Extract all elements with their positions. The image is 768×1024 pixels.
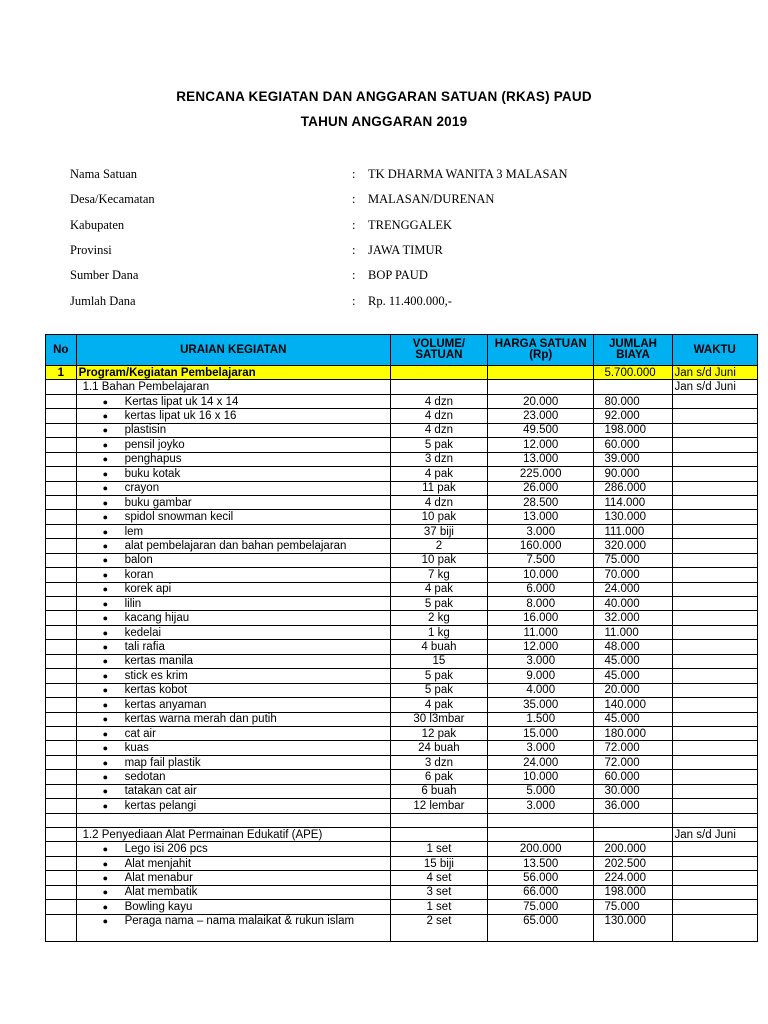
item-volume: 4 pak: [390, 582, 487, 596]
item-jumlah: 60.000: [594, 438, 672, 452]
item-jumlah: 60.000: [594, 770, 672, 784]
item-harga: 3.000: [487, 654, 594, 668]
table-row: [46, 770, 758, 784]
item-jumlah: 48.000: [594, 640, 672, 654]
bullet-icon: ●: [102, 454, 109, 465]
item-harga: 200.000: [487, 842, 594, 856]
item-harga: 13.000: [487, 452, 594, 466]
program-row: [46, 366, 758, 380]
item-jumlah: 72.000: [594, 741, 672, 755]
item-volume: 3 dzn: [390, 452, 487, 466]
item-harga: 160.000: [487, 539, 594, 553]
bullet-icon: ●: [102, 670, 109, 681]
bullet-icon: ●: [102, 627, 109, 638]
item-name: kertas anyaman: [124, 698, 207, 711]
item-jumlah: 45.000: [594, 669, 672, 683]
info-row: [70, 288, 710, 313]
item-harga: 3.000: [487, 741, 594, 755]
table-row: [46, 885, 758, 899]
item-name: buku gambar: [124, 496, 192, 509]
info-label: Sumber Dana: [70, 268, 139, 283]
info-value: TRENGGALEK: [368, 217, 453, 232]
item-name: penghapus: [124, 453, 182, 466]
info-value: Rp. 11.400.000,-: [368, 293, 452, 308]
item-volume: 6 buah: [390, 784, 487, 798]
item-harga: 26.000: [487, 481, 594, 495]
table-row: [46, 669, 758, 683]
table-row: [46, 452, 758, 466]
item-volume: 6 pak: [390, 770, 487, 784]
item-harga: 20.000: [487, 394, 594, 408]
item-harga: 15.000: [487, 726, 594, 740]
item-volume: 12 lembar: [390, 799, 487, 813]
bullet-icon: ●: [102, 887, 109, 898]
table-row: [46, 914, 758, 941]
item-name: Peraga nama – nama malaikat & rukun islam: [124, 914, 355, 927]
table-row: [46, 611, 758, 625]
bullet-icon: ●: [102, 757, 109, 768]
item-name: balon: [124, 554, 153, 567]
bullet-icon: ●: [102, 411, 109, 422]
bullet-icon: ●: [102, 468, 109, 479]
bullet-icon: ●: [102, 685, 109, 696]
item-jumlah: 198.000: [594, 423, 672, 437]
section-waktu: Jan s/d Juni: [672, 828, 757, 842]
item-harga: 49.500: [487, 423, 594, 437]
item-jumlah: 286.000: [594, 481, 672, 495]
bullet-icon: ●: [102, 642, 109, 653]
item-volume: 4 dzn: [390, 495, 487, 509]
bullet-icon: ●: [102, 858, 109, 869]
item-name: cat air: [124, 727, 156, 740]
item-volume: 1 kg: [390, 625, 487, 639]
table-row: [46, 597, 758, 611]
bullet-icon: ●: [102, 844, 109, 855]
item-harga: 9.000: [487, 669, 594, 683]
item-jumlah: 320.000: [594, 539, 672, 553]
table-row: [46, 394, 758, 408]
info-row: [70, 213, 710, 238]
identity-info: [70, 162, 710, 314]
item-volume: 10 pak: [390, 510, 487, 524]
item-volume: 5 pak: [390, 669, 487, 683]
header-jumlah: JUMLAH BIAYA: [594, 335, 672, 366]
item-harga: 5.000: [487, 784, 594, 798]
section-waktu: Jan s/d Juni: [672, 380, 757, 394]
bullet-icon: ●: [102, 598, 109, 609]
bullet-icon: ●: [102, 714, 109, 725]
item-volume: 15 biji: [390, 856, 487, 870]
item-volume: 15: [390, 654, 487, 668]
table-row: [46, 683, 758, 697]
item-harga: 16.000: [487, 611, 594, 625]
bullet-icon: ●: [102, 786, 109, 797]
bullet-icon: ●: [102, 526, 109, 537]
item-jumlah: 202.500: [594, 856, 672, 870]
table-row: [46, 640, 758, 654]
item-name: sedotan: [124, 770, 166, 783]
document-title: RENCANA KEGIATAN DAN ANGGARAN SATUAN (RKAS) PAUD: [176, 89, 592, 104]
bullet-icon: ●: [102, 396, 109, 407]
table-row: [46, 510, 758, 524]
item-harga: 10.000: [487, 568, 594, 582]
item-volume: 1 set: [390, 842, 487, 856]
item-name: kertas lipat uk 16 x 16: [124, 410, 237, 423]
info-row: [70, 162, 710, 187]
item-jumlah: 45.000: [594, 654, 672, 668]
table-row: [46, 741, 758, 755]
item-jumlah: 130.000: [594, 914, 672, 941]
item-harga: 4.000: [487, 683, 594, 697]
info-value: TK DHARMA WANITA 3 MALASAN: [368, 167, 568, 182]
item-name: lem: [124, 525, 144, 538]
program-jumlah: 5.700.000: [594, 366, 672, 380]
bullet-icon: ●: [102, 771, 109, 782]
item-jumlah: 70.000: [594, 568, 672, 582]
item-harga: 8.000: [487, 597, 594, 611]
table-row: [46, 842, 758, 856]
program-waktu: Jan s/d Juni: [672, 366, 757, 380]
item-harga: 28.500: [487, 495, 594, 509]
table-row: [46, 553, 758, 567]
table-row: [46, 856, 758, 870]
bullet-icon: ●: [102, 743, 109, 754]
item-name: kacang hijau: [124, 612, 190, 625]
item-volume: 12 pak: [390, 726, 487, 740]
item-harga: 23.000: [487, 409, 594, 423]
table-row: [46, 568, 758, 582]
info-separator: :: [352, 192, 356, 207]
item-name: Bowling kayu: [124, 900, 193, 913]
item-jumlah: 180.000: [594, 726, 672, 740]
item-jumlah: 224.000: [594, 871, 672, 885]
bullet-icon: ●: [102, 439, 109, 450]
item-name: koran: [124, 568, 154, 581]
info-label: Kabupaten: [70, 217, 125, 232]
item-harga: 1.500: [487, 712, 594, 726]
item-volume: 3 dzn: [390, 755, 487, 769]
item-volume: 4 buah: [390, 640, 487, 654]
item-volume: 4 set: [390, 871, 487, 885]
item-harga: 12.000: [487, 438, 594, 452]
table-row: [46, 438, 758, 452]
table-row: [46, 871, 758, 885]
item-jumlah: 45.000: [594, 712, 672, 726]
bullet-icon: ●: [102, 800, 109, 811]
table-row: [46, 409, 758, 423]
item-jumlah: 30.000: [594, 784, 672, 798]
bullet-icon: ●: [102, 613, 109, 624]
item-name: map fail plastik: [124, 756, 201, 769]
item-harga: 3.000: [487, 524, 594, 538]
bullet-icon: ●: [102, 915, 109, 926]
table-row: [46, 582, 758, 596]
info-separator: :: [352, 268, 356, 283]
table-row: [46, 495, 758, 509]
bullet-icon: ●: [102, 512, 109, 523]
item-volume: 4 pak: [390, 467, 487, 481]
item-volume: 5 pak: [390, 438, 487, 452]
header-uraian: URAIAN KEGIATAN: [76, 335, 390, 366]
bullet-icon: ●: [102, 497, 109, 508]
item-harga: 66.000: [487, 885, 594, 899]
item-name: spidol snowman kecil: [124, 511, 234, 524]
item-name: kertas manila: [124, 655, 193, 668]
item-harga: 6.000: [487, 582, 594, 596]
item-jumlah: 130.000: [594, 510, 672, 524]
info-label: Provinsi: [70, 243, 112, 258]
info-value: BOP PAUD: [368, 268, 428, 283]
item-name: tali rafia: [124, 641, 165, 654]
info-separator: :: [352, 243, 356, 258]
table-row: [46, 726, 758, 740]
item-name: kedelai: [124, 626, 162, 639]
item-jumlah: 32.000: [594, 611, 672, 625]
bullet-icon: ●: [102, 483, 109, 494]
table-row: [46, 423, 758, 437]
item-name: crayon: [124, 482, 160, 495]
table-row: [46, 467, 758, 481]
item-name: plastisin: [124, 424, 167, 437]
item-name: kertas warna merah dan putih: [124, 713, 277, 726]
bullet-icon: ●: [102, 555, 109, 566]
item-volume: 5 pak: [390, 597, 487, 611]
item-harga: 75.000: [487, 900, 594, 914]
budget-table: [45, 334, 758, 942]
table-row: [46, 755, 758, 769]
item-jumlah: 39.000: [594, 452, 672, 466]
item-volume: 4 dzn: [390, 409, 487, 423]
item-jumlah: 40.000: [594, 597, 672, 611]
item-name: buku kotak: [124, 467, 181, 480]
item-jumlah: 72.000: [594, 755, 672, 769]
info-label: Jumlah Dana: [70, 293, 136, 308]
item-volume: 3 set: [390, 885, 487, 899]
item-jumlah: 75.000: [594, 900, 672, 914]
item-jumlah: 20.000: [594, 683, 672, 697]
table-header-row: [46, 335, 758, 366]
item-volume: 1 set: [390, 900, 487, 914]
item-name: tatakan cat air: [124, 785, 197, 798]
item-harga: 13.500: [487, 856, 594, 870]
item-volume: 11 pak: [390, 481, 487, 495]
table-row: [46, 900, 758, 914]
bullet-icon: ●: [102, 569, 109, 580]
info-label: Nama Satuan: [70, 167, 137, 182]
table-row: [46, 698, 758, 712]
item-volume: 24 buah: [390, 741, 487, 755]
item-name: Alat menjahit: [124, 857, 192, 870]
item-jumlah: 92.000: [594, 409, 672, 423]
table-row: [46, 524, 758, 538]
info-row: [70, 187, 710, 212]
item-volume: 2: [390, 539, 487, 553]
info-value: MALASAN/DURENAN: [368, 192, 495, 207]
item-volume: 37 biji: [390, 524, 487, 538]
header-harga: HARGA SATUAN (Rp): [487, 335, 594, 366]
item-volume: 30 l3mbar: [390, 712, 487, 726]
item-harga: 56.000: [487, 871, 594, 885]
item-name: alat pembelajaran dan bahan pembelajaran: [124, 539, 347, 552]
item-harga: 65.000: [487, 914, 594, 941]
bullet-icon: ●: [102, 425, 109, 436]
item-jumlah: 36.000: [594, 799, 672, 813]
item-jumlah: 140.000: [594, 698, 672, 712]
bullet-icon: ●: [102, 901, 109, 912]
item-name: Alat menabur: [124, 872, 193, 885]
header-volume: VOLUME/ SATUAN: [390, 335, 487, 366]
item-harga: 35.000: [487, 698, 594, 712]
item-volume: 10 pak: [390, 553, 487, 567]
item-volume: 5 pak: [390, 683, 487, 697]
item-name: Kertas lipat uk 14 x 14: [124, 395, 239, 408]
bullet-icon: ●: [102, 728, 109, 739]
item-volume: 4 pak: [390, 698, 487, 712]
bullet-icon: ●: [102, 656, 109, 667]
info-separator: :: [352, 167, 356, 182]
table-row: [46, 799, 758, 813]
item-name: kuas: [124, 742, 149, 755]
item-name: korek api: [124, 583, 172, 596]
item-jumlah: 75.000: [594, 553, 672, 567]
info-row: [70, 263, 710, 288]
item-harga: 3.000: [487, 799, 594, 813]
item-name: kertas pelangi: [124, 799, 197, 812]
item-jumlah: 114.000: [594, 495, 672, 509]
item-name: kertas kobot: [124, 684, 188, 697]
item-harga: 7.500: [487, 553, 594, 567]
item-name: stick es krim: [124, 669, 188, 682]
item-jumlah: 200.000: [594, 842, 672, 856]
section-row: [46, 828, 758, 842]
item-volume: 4 dzn: [390, 423, 487, 437]
table-row: [46, 712, 758, 726]
info-separator: :: [352, 293, 356, 308]
item-volume: 2 kg: [390, 611, 487, 625]
item-harga: 12.000: [487, 640, 594, 654]
item-harga: 24.000: [487, 755, 594, 769]
bullet-icon: ●: [102, 584, 109, 595]
table-row: [46, 539, 758, 553]
item-harga: 11.000: [487, 625, 594, 639]
item-harga: 10.000: [487, 770, 594, 784]
bullet-icon: ●: [102, 540, 109, 551]
header-no: No: [46, 335, 77, 366]
document-subtitle: TAHUN ANGGARAN 2019: [300, 114, 468, 129]
item-volume: 7 kg: [390, 568, 487, 582]
program-uraian: Program/Kegiatan Pembelajaran: [76, 366, 390, 380]
section-row: [46, 380, 758, 394]
blank-row: [46, 813, 758, 827]
item-name: pensil joyko: [124, 438, 185, 451]
item-jumlah: 111.000: [594, 524, 672, 538]
item-name: Lego isi 206 pcs: [124, 843, 208, 856]
info-value: JAWA TIMUR: [368, 243, 443, 258]
bullet-icon: ●: [102, 699, 109, 710]
program-no: 1: [46, 366, 77, 380]
item-name: lilin: [124, 597, 142, 610]
item-harga: 13.000: [487, 510, 594, 524]
item-jumlah: 24.000: [594, 582, 672, 596]
item-jumlah: 80.000: [594, 394, 672, 408]
info-label: Desa/Kecamatan: [70, 192, 155, 207]
table-row: [46, 784, 758, 798]
item-name: Alat membatik: [124, 886, 198, 899]
header-waktu: WAKTU: [672, 335, 757, 366]
item-jumlah: 198.000: [594, 885, 672, 899]
bullet-icon: ●: [102, 873, 109, 884]
table-row: [46, 625, 758, 639]
info-separator: :: [352, 217, 356, 232]
item-harga: 225.000: [487, 467, 594, 481]
table-row: [46, 481, 758, 495]
section-title: 1.1 Bahan Pembelajaran: [76, 380, 390, 394]
item-jumlah: 11.000: [594, 625, 672, 639]
table-row: [46, 654, 758, 668]
item-volume: 4 dzn: [390, 394, 487, 408]
section-title: 1.2 Penyediaan Alat Permainan Edukatif (APE): [76, 828, 390, 842]
info-row: [70, 238, 710, 263]
item-jumlah: 90.000: [594, 467, 672, 481]
item-volume: 2 set: [390, 914, 487, 941]
